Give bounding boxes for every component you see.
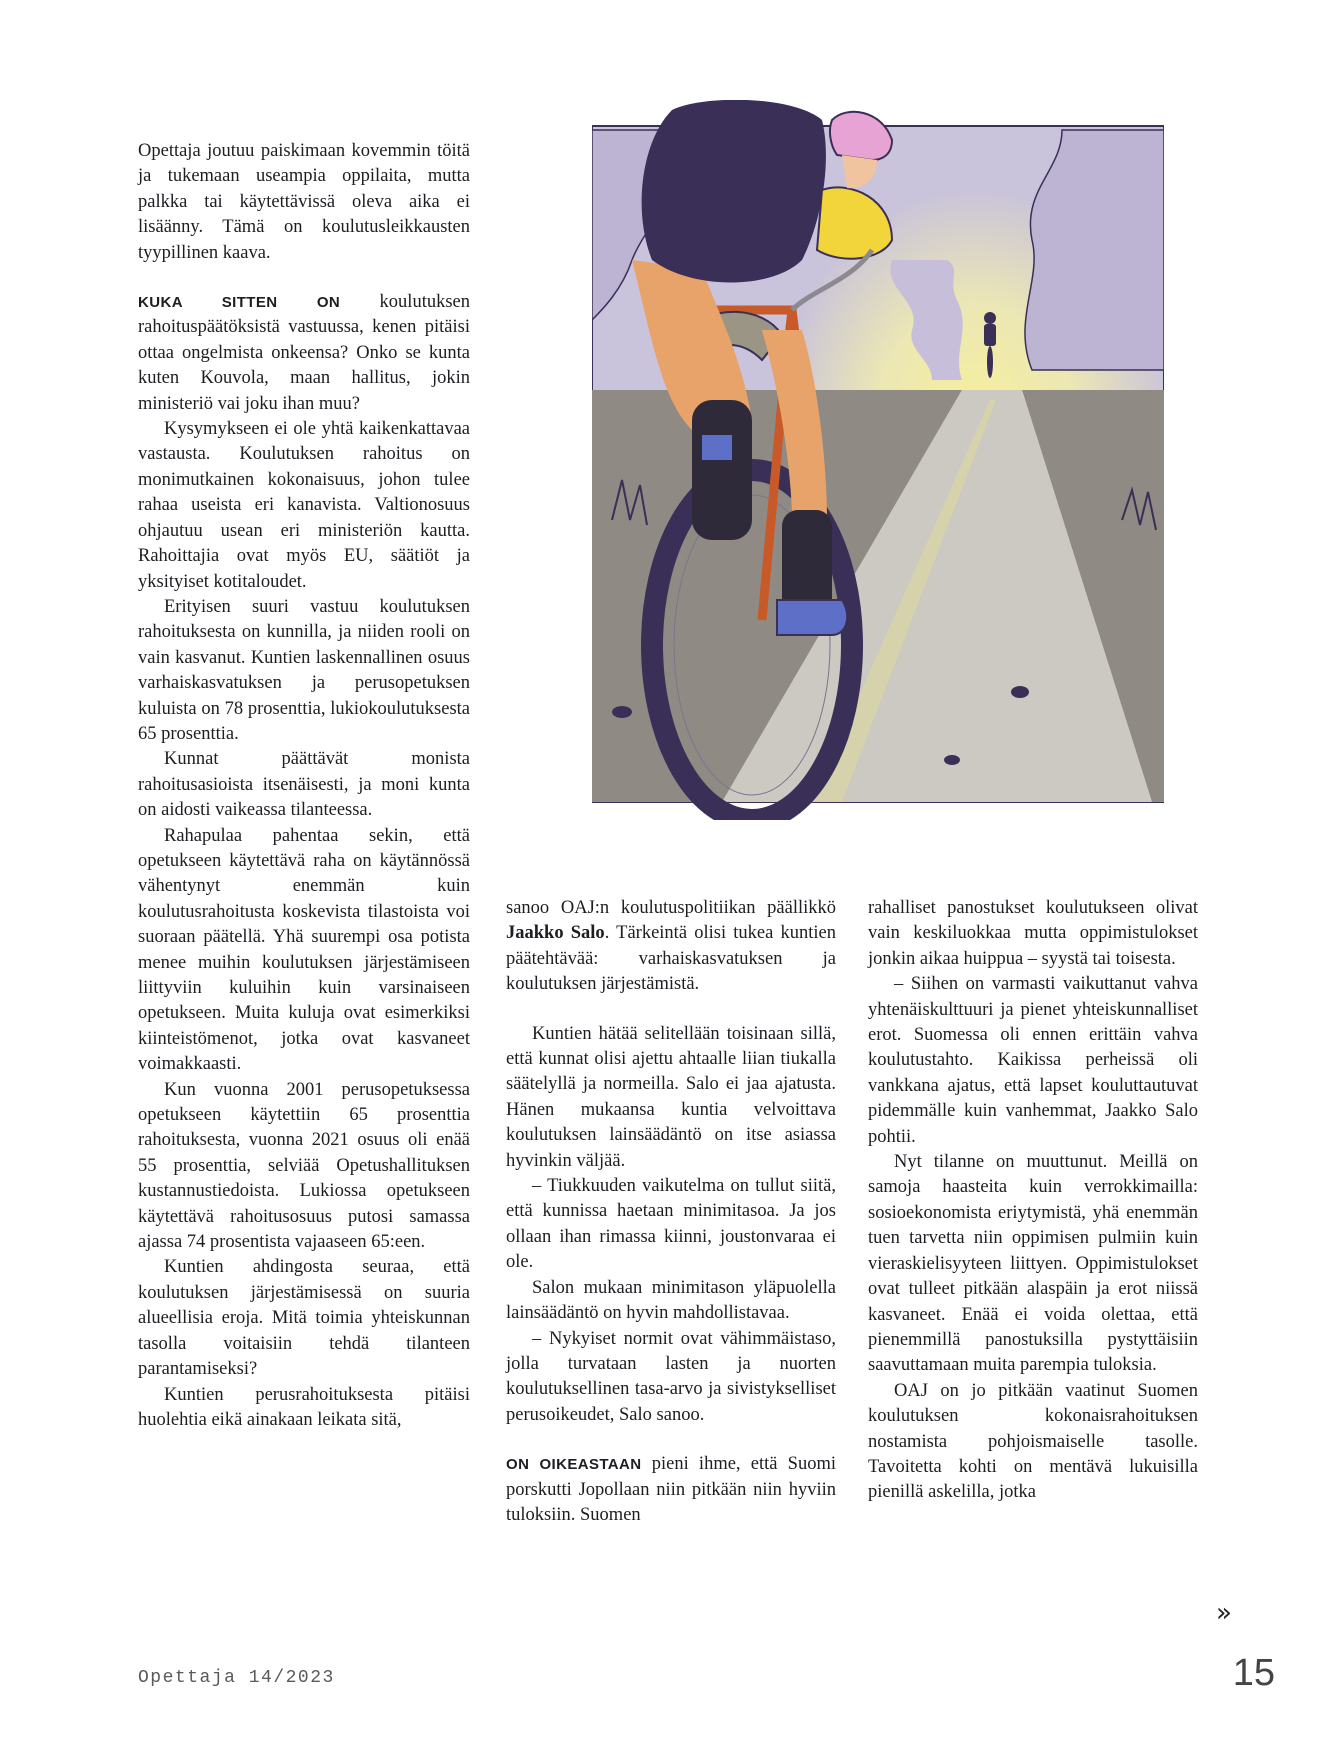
quote-paragraph: – Nykyiset normit ovat vähimmäistaso, jolla turvataan lasten ja nuorten koulutuksellinen tasa-arvo ja sivistykselliset perusoikeudet, Salo sanoo. xyxy=(506,1328,836,1425)
rock xyxy=(612,706,632,718)
paragraph: Erityisen suuri vastuu koulutuksen rahoituksesta on kunnilla, ja niiden rooli on vain kasvanut. Kuntien laskennallinen osuus varhaiskasvatuksen ja perusopetuksen kuluista on 78 prosenttia, lukiokoulutuksesta 65 prosenttia. xyxy=(138,596,470,744)
article-column-2 xyxy=(506,896,836,1528)
rock xyxy=(1011,686,1029,698)
paragraph-text: koulutuksen rahoituspäätöksistä vastuussa, kenen pitäisi ottaa ongelmista onkeensa? Onko se kunta kuten Kouvola, maan hallitus, jokin ministeriö vai joku ihan muu? xyxy=(138,292,470,414)
paragraph-text: sanoo OAJ:n koulutuspolitiikan päällikkö xyxy=(506,898,836,918)
paragraph: Kunnat päättävät monista rahoitusasioista itsenäisesti, ja moni kunta on aidosti vaikeassa tilanteessa. xyxy=(138,749,470,821)
paragraph: OAJ on jo pitkään vaatinut Suomen koulutuksen kokonaisrahoituksen nostamista pohjoismaiselle tasolle. Tavoitetta kohti on mentävä lukuisilla pienillä askelilla, jotka xyxy=(868,1380,1198,1503)
paragraph-text: pieni ihme, että Suomi porskutti Jopollaan niin pitkään niin hyviin tuloksiin. Suomen xyxy=(506,1454,836,1525)
paragraph-text: . Tärkeintä olisi tukea kuntien päätehtävää: varhaiskasvatuksen ja koulutuksen järjestämistä. xyxy=(506,923,836,995)
paragraph: Kun vuonna 2001 perusopetuksessa opetukseen käytettiin 65 prosenttia rahoituksesta, vuonna 2021 osuus oli enää 55 prosenttia, selviää Opetushallituksen kustannustiedoista. Lukiossa opetukseen käytettävä rahoitusosuus putosi samassa ajassa 74 prosentista vajaaseen 65:een. xyxy=(138,1079,470,1253)
paragraph: Nyt tilanne on muuttunut. Meillä on samoja haasteita kuin verrokkimailla: sosioekonomista eriytymistä, yhä enemmän tuen tarvetta niin oppimisen pulmiin kuin vieraskielisyyteen liittyen. Oppimistulokset ovat tulleet pitkään alaspäin ja erot niissä kasvaneet. Enää ei voida olettaa, että pienemmillä panostuksilla pystyttäisiin saavuttamaan muita parempia tuloksia. xyxy=(868,1152,1198,1376)
continue-arrow-icon: » xyxy=(1216,1598,1232,1628)
paragraph-with-kicker xyxy=(138,290,470,417)
cyclist-illustration xyxy=(592,100,1164,820)
article-column-3 xyxy=(868,896,1198,1506)
distant-cyclist-head xyxy=(984,312,996,324)
paragraph: Opettaja joutuu paiskimaan kovemmin töitä ja tukemaan useampia oppilaita, mutta palkka tai käytettävissä oleva aika ei lisäänny. Tämä on koulutusleikkausten tyypillinen kaava. xyxy=(138,141,470,263)
page-number: 15 xyxy=(1232,1652,1275,1694)
section-kicker: ON OIKEASTAAN xyxy=(506,1456,642,1474)
paragraph-with-kicker xyxy=(506,1452,836,1528)
rider-torso xyxy=(642,100,826,283)
paragraph: rahalliset panostukset koulutukseen olivat vain keskiluokkaa mutta oppimistulokset jonkin aikaa huippua – syystä tai toisesta. xyxy=(868,898,1198,969)
rider-sock-left xyxy=(692,400,752,540)
illustration-artwork xyxy=(592,100,1164,820)
quote-paragraph: – Siihen on varmasti vaikuttanut vahva yhtenäiskulttuuri ja pienet yhteiskunnalliset erot. Suomessa oli ennen erittäin vahva koulutustahto. Kaikissa perheissä oli vankkana ajatus, että lapset kouluttautuvat pidemmälle kuin vanhemmat, Jaakko Salo pohtii. xyxy=(868,974,1198,1147)
paragraph: Kuntien ahdingosta seuraa, että koulutuksen järjestämisessä on suuria alueellisia eroja. Mitä toimia yhteiskunnan tasolla voitaisiin tehdä tilanteen parantamiseksi? xyxy=(138,1257,470,1380)
paragraph-with-name xyxy=(506,896,836,998)
rock xyxy=(944,755,960,765)
distant-cyclist-wheel xyxy=(987,346,993,378)
quote-paragraph: – Tiukkuuden vaikutelma on tullut siitä, että kunnissa haetaan minimitasoa. Ja jos ollaan ihan rimassa kiinni, joustonvaraa ei ole. xyxy=(506,1176,836,1273)
rider-shoe-left xyxy=(702,435,732,460)
article-column-1 xyxy=(138,139,470,1433)
rider-helmet xyxy=(830,112,892,160)
paragraph: Kuntien hätää selitellään toisinaan sillä, että kunnat olisi ajettu ahtaalle liian tiukalla säätelyllä ja normeilla. Salo ei jaa ajatusta. Hänen mukaansa kuntia velvoittava koulutuksen lainsäädäntö on itse asiassa hyvinkin väljää. xyxy=(506,1023,836,1171)
distant-cyclist-body xyxy=(984,324,996,346)
paragraph: Salon mukaan minimitason yläpuolella lainsäädäntö on hyvin mahdollistavaa. xyxy=(506,1277,836,1324)
paragraph: Kuntien perusrahoituksesta pitäisi huolehtia eikä ainakaan leikata sitä, xyxy=(138,1384,470,1430)
magazine-issue: Opettaja 14/2023 xyxy=(138,1668,335,1688)
rider-shoe-right xyxy=(777,600,847,635)
paragraph: Rahapulaa pahentaa sekin, että opetukseen käytettävä raha on käytännössä vähentynyt enemmän kuin koulutusrahoitusta koskevista tilastoista voi suoraan päätellä. Yhä suurempi osa potista menee muihin koulutuksen järjestämiseen liittyviin kuluihin kuin varsinaiseen opetukseen. Muita kuluja ovat esimerkiksi kiinteistömenot, jotka ovat kasvaneet voimakkaasti. xyxy=(138,825,470,1075)
paragraph: Kysymykseen ei ole yhtä kaikenkattavaa vastausta. Koulutuksen rahoitus on monimutkainen kokonaisuus, johon tulee rahaa useista eri kanavista. Valtionosuus ohjautuu usean eri ministeriön kautta. Rahoittajia ovat myös EU, säätiöt ja yksityiset kotitaloudet. xyxy=(138,419,470,592)
person-name: Jaakko Salo xyxy=(506,923,605,944)
section-kicker: KUKA SITTEN ON xyxy=(138,294,341,312)
